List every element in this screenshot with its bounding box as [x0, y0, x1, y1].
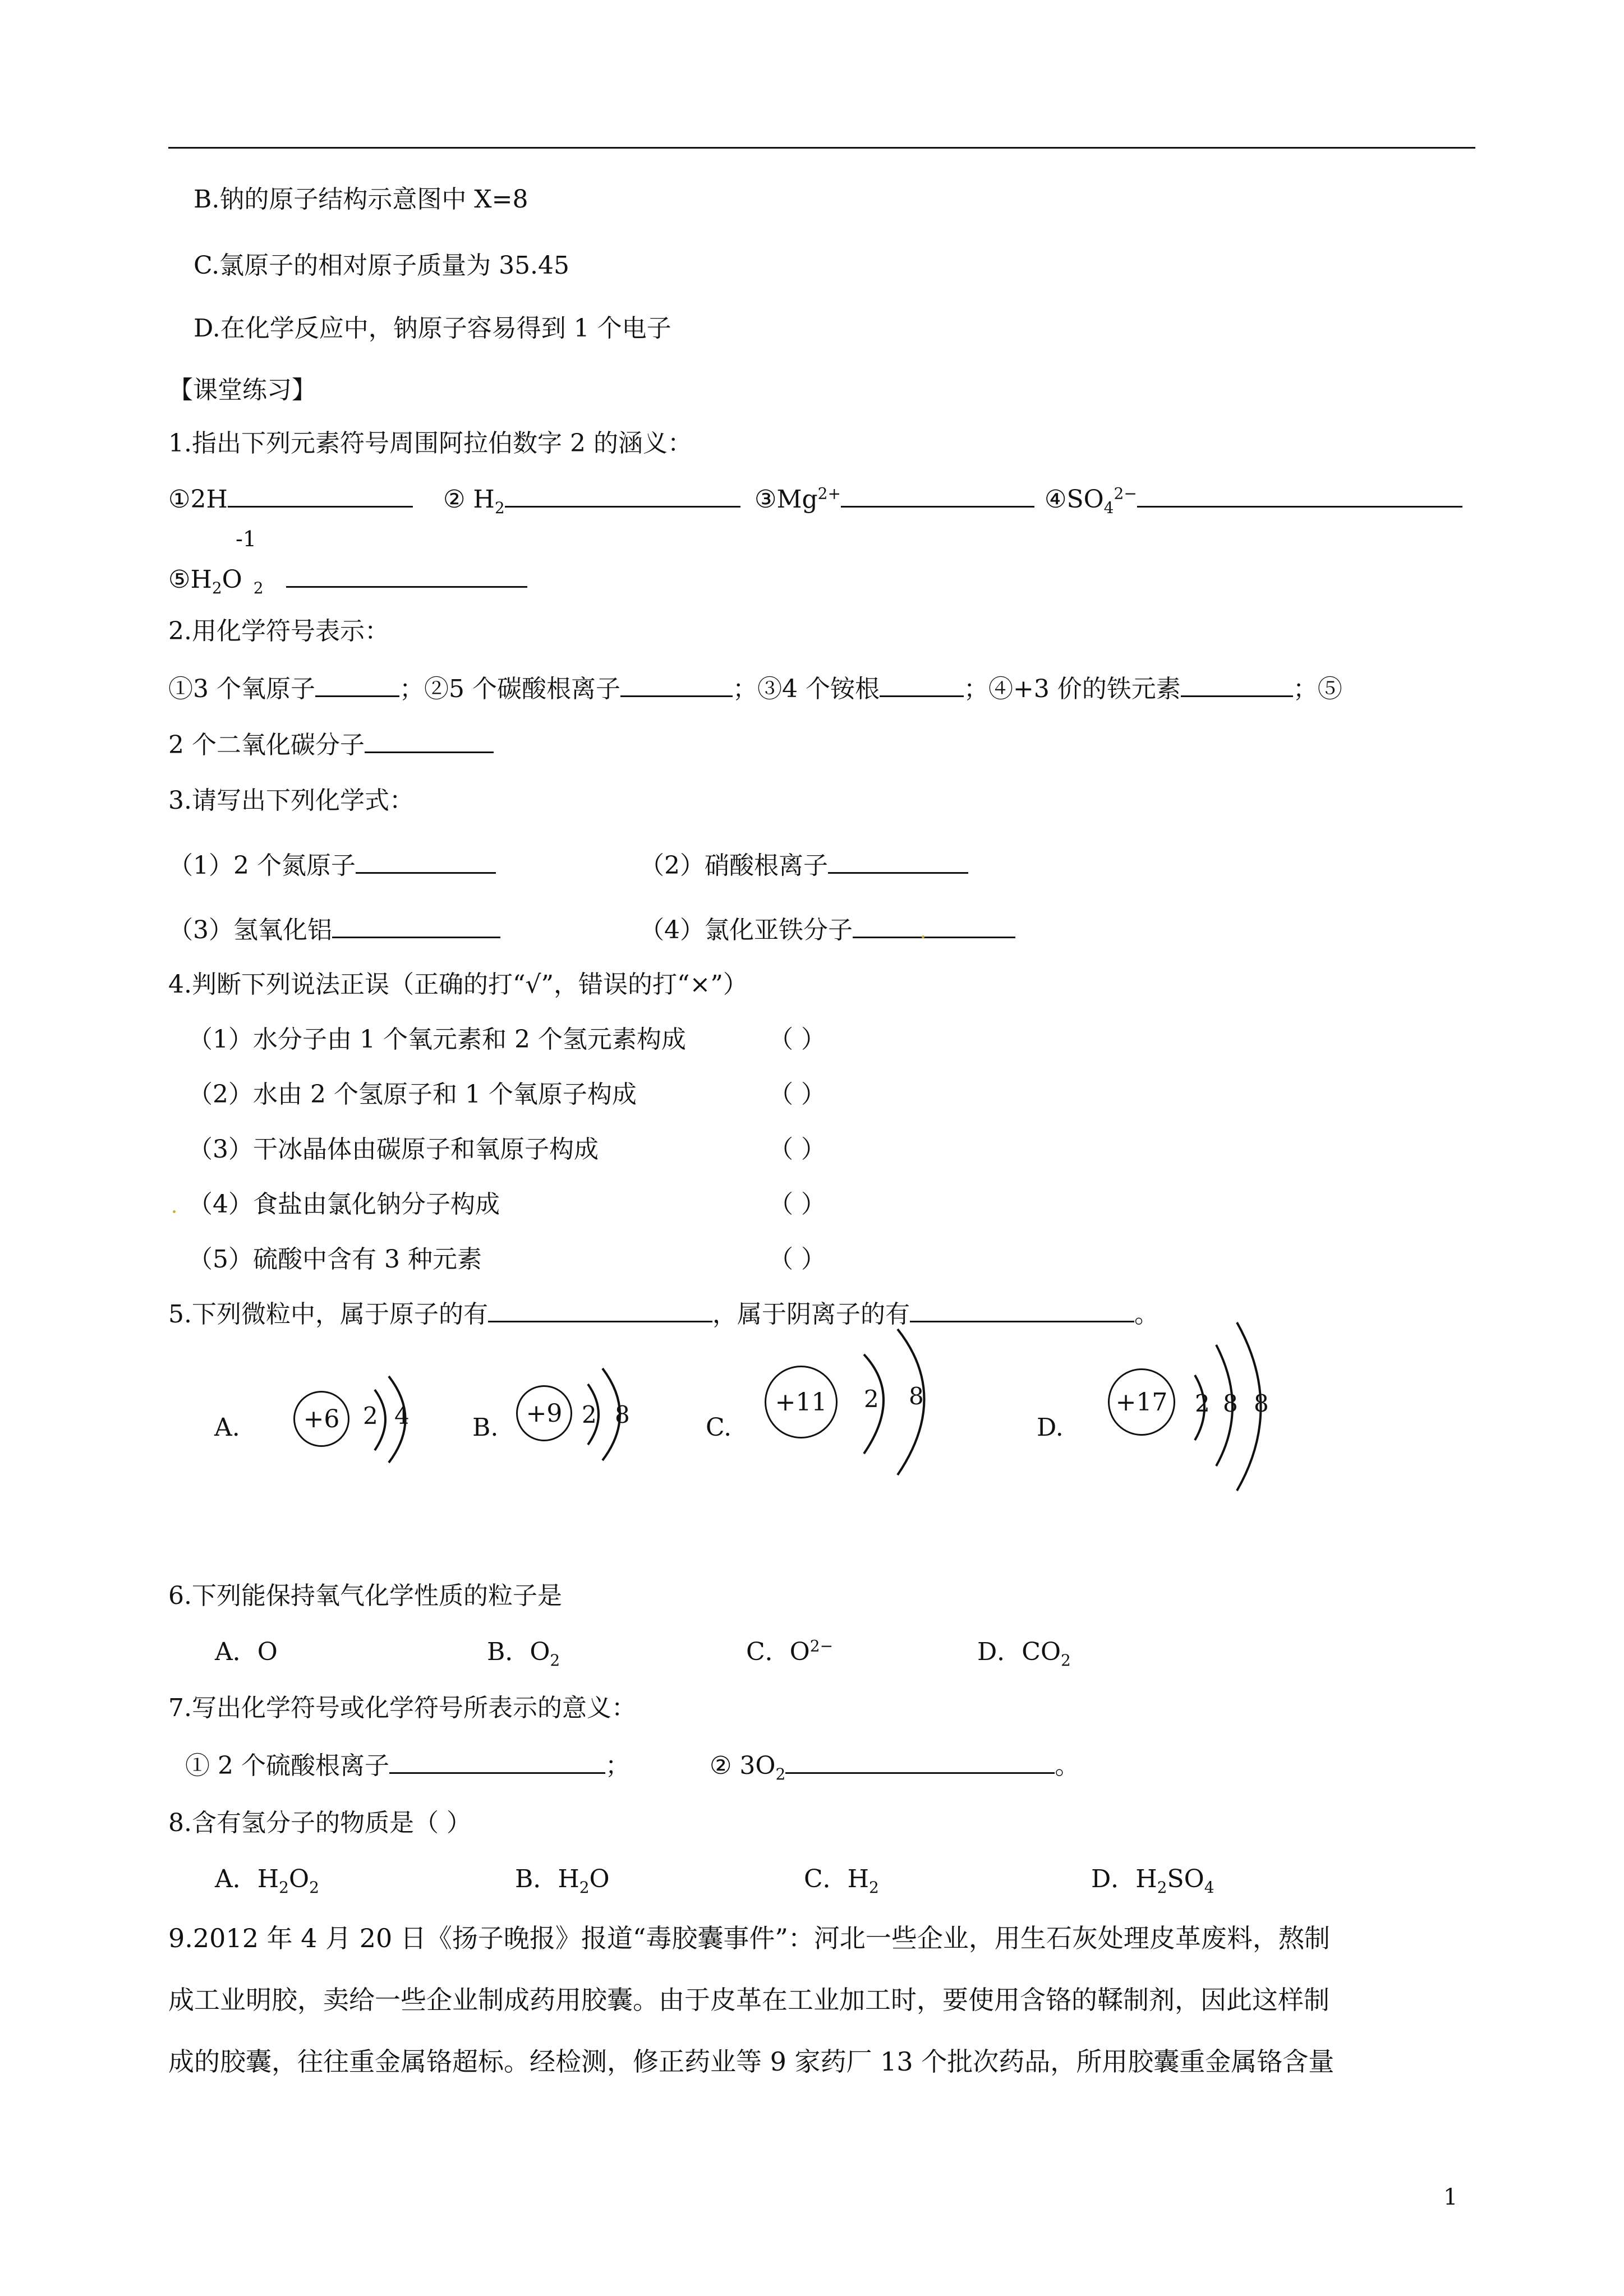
diagram-d-shell-3: 8 — [1254, 1390, 1269, 1417]
q1-item-5: $⑤H_2O$ $_2$ — [168, 564, 527, 594]
q9-line-1: 9.2012 年 4 月 20 日《扬子晚报》报道“毒胶囊事件”：河北一些企业，用生石灰处理皮革废料，熬制 — [168, 1923, 1330, 1953]
q1-item-2: ② $H_2$ — [443, 483, 740, 514]
q6-stem: 6.下列能保持氧气化学性质的粒子是 — [168, 1582, 562, 1610]
q1-item-5-valence: -1 — [236, 527, 257, 551]
q8-option-d: D．$H_2SO_4$ — [1091, 1865, 1214, 1897]
diagram-b-shell-2: 8 — [615, 1401, 630, 1428]
q9-line-3: 成的胶囊，往往重金属铬超标。经检测，修正药业等 9 家药厂 13 个批次药品，所用胶囊重金属铬含量 — [168, 2046, 1335, 2077]
q4-stem: 4.判断下列说法正误（正确的打“√”，错误的打“×”） — [168, 970, 748, 999]
section-title: 【课堂练习】 — [168, 376, 316, 404]
q6-option-a: A．O — [215, 1638, 278, 1666]
option-b: B.钠的原子结构示意图中 X=8 — [194, 185, 528, 214]
q7-item-1: ① 2 个硫酸根离子 ； — [185, 1750, 630, 1781]
q3-item-1: （1）2 个氮原子 — [168, 850, 496, 880]
diagram-d-label: D. — [1037, 1413, 1064, 1442]
q4-item-1: （1）水分子由 1 个氧元素和 2 个氢元素构成 — [188, 1025, 686, 1054]
q7-item-2: ② $3O_2$ 。 — [710, 1750, 1079, 1781]
q5-stem: 5.下列微粒中，属于原子的有 ，属于阴离子的有 。 — [168, 1298, 1159, 1329]
q3-item-2: （2）硝酸根离子 — [640, 850, 968, 880]
diagram-d-nucleus: +17 — [1108, 1368, 1175, 1436]
diagram-c-shell-2: 8 — [909, 1382, 924, 1410]
q3-stem: 3.请写出下列化学式： — [168, 786, 414, 815]
speck — [922, 935, 924, 938]
q1-item-3: $③Mg^{2+}$ — [755, 483, 1034, 514]
q4-paren-4: （ ） — [769, 1190, 826, 1219]
option-c: C.氯原子的相对原子质量为 35.45 — [194, 251, 570, 280]
q4-paren-3: （ ） — [769, 1135, 826, 1164]
q6-option-c: C．$O^{2-}$ — [746, 1636, 834, 1666]
diagram-b-nucleus: +9 — [516, 1385, 572, 1441]
diagram-d-shell-1: 2 — [1195, 1390, 1210, 1417]
diagram-b-shell-1: 2 — [582, 1401, 597, 1428]
q6-option-d: D．$CO_2$ — [977, 1638, 1071, 1670]
q8-stem: 8.含有氢分子的物质是（ ） — [168, 1809, 471, 1837]
diagram-a-label: A. — [214, 1413, 240, 1442]
q4-paren-5: （ ） — [769, 1245, 826, 1274]
q3-item-3: （3）氢氧化铝 — [168, 914, 500, 945]
q4-item-4: （4）食盐由氯化钠分子构成 — [188, 1190, 500, 1219]
q4-paren-1: （ ） — [769, 1025, 826, 1054]
page-number: 1 — [1443, 2184, 1458, 2210]
q4-item-5: （5）硫酸中含有 3 种元素 — [188, 1245, 482, 1274]
q4-paren-2: （ ） — [769, 1080, 826, 1109]
q8-option-a: A．$H_2O_2$ — [215, 1865, 319, 1897]
q2-line-1: ①3 个氧原子 ；②5 个碳酸根离子 ；③4 个铵根 ；④+3 价的铁元素 ；⑤ — [168, 673, 1342, 704]
q1-stem: 1.指出下列元素符号周围阿拉伯数字 2 的涵义： — [168, 429, 692, 458]
q7-stem: 7.写出化学符号或化学符号所表示的意义： — [168, 1694, 636, 1722]
q1-item-4: $④SO_4^{2-}$ — [1045, 483, 1462, 514]
diagram-d-shell-2: 8 — [1223, 1390, 1238, 1417]
q8-option-c: C．$H_2$ — [804, 1865, 879, 1897]
q1-item-1: ①2H — [168, 483, 413, 514]
diagram-a-shell-1: 2 — [363, 1402, 378, 1430]
q9-line-2: 成工业明胶，卖给一些企业制成药用胶囊。由于皮革在工业加工时，要使用含铬的鞣制剂，因此这样制 — [168, 1985, 1329, 2015]
diagram-a-shell-2: 4 — [394, 1402, 410, 1430]
q6-option-b: B．$O_2$ — [487, 1638, 560, 1670]
diagram-c-nucleus: +11 — [765, 1366, 838, 1439]
q4-item-3: （3）干冰晶体由碳原子和氧原子构成 — [188, 1135, 599, 1164]
diagram-c-shell-1: 2 — [864, 1385, 879, 1413]
q2-line-2: 2 个二氧化碳分子 — [168, 729, 494, 760]
diagram-c-label: C. — [706, 1413, 732, 1442]
diagram-a-nucleus: +6 — [293, 1391, 349, 1447]
diagram-b-label: B. — [472, 1413, 499, 1442]
header-rule — [168, 147, 1475, 149]
option-d: D.在化学反应中，钠原子容易得到 1 个电子 — [194, 314, 671, 343]
q3-item-4: （4）氯化亚铁分子 — [640, 914, 1015, 945]
q8-option-b: B．$H_2O$ — [515, 1865, 610, 1897]
speck — [173, 1210, 176, 1213]
q4-item-2: （2）水由 2 个氢原子和 1 个氧原子构成 — [188, 1080, 637, 1109]
q2-stem: 2.用化学符号表示： — [168, 617, 389, 646]
